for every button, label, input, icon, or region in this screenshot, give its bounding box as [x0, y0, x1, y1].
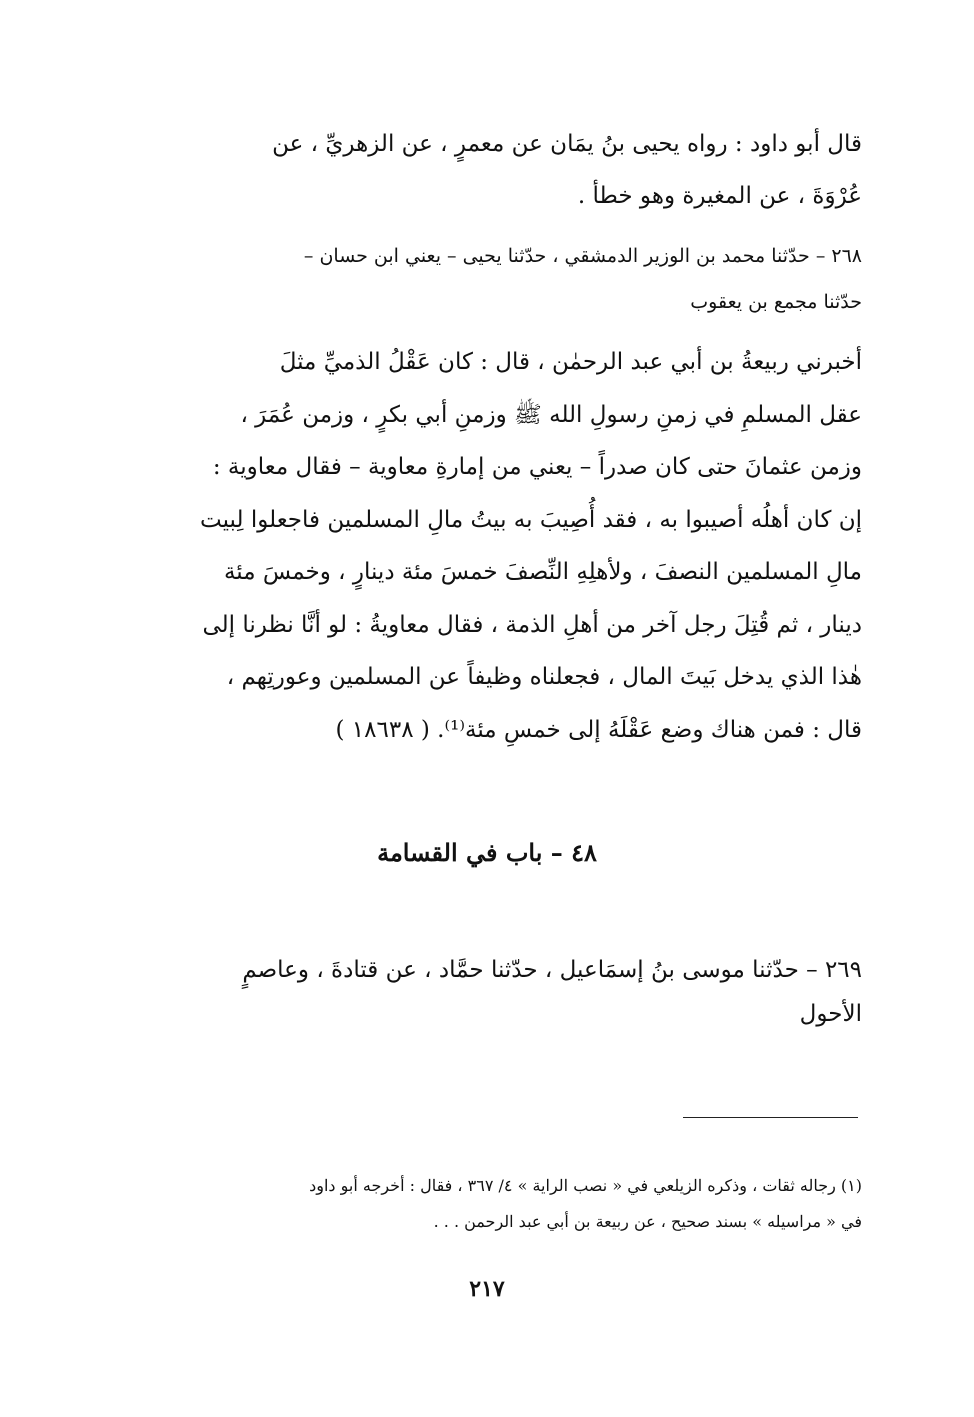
text-line: هٰذا الذي يدخل بَيتَ المال ، فجعلناه وظيفاً عن المسلمين وعورتِهم ،	[226, 664, 862, 690]
chapter-heading: ٤٨ – باب في القسامة	[377, 838, 597, 867]
text-line: في « مراسيله » بسند صحيح ، عن ربيعة بن أبي عبد الرحمن . . .	[433, 1212, 862, 1231]
text-line: الأحول	[799, 1001, 862, 1027]
text-line: حدّثنا مجمع بن يعقوب	[690, 291, 862, 313]
text-line: مالِ المسلمين النصفَ ، ولأهلِهِ النِّصفَ خمسَ مئة دينارٍ ، وخمسَ مئة	[223, 559, 862, 585]
hadith-269	[150, 948, 862, 1036]
text-line: ٢٦٩ – حدّثنا موسى بنُ إسمَاعيل ، حدّثنا حمَّاد ، عن قتادةَ ، وعاصمٍ	[242, 957, 862, 983]
text-line: ٢٦٨ – حدّثنا محمد بن الوزير الدمشقي ، حدّثنا يحيى – يعني ابن حسان –	[303, 245, 862, 267]
text-line: أخبرني ربيعةُ بن أبي عبد الرحمٰن ، قال : كان عَقْلُ الذميِّ مثلَ	[279, 349, 862, 375]
footnote-divider	[683, 1117, 858, 1118]
page-number: ٢١٧	[469, 1276, 505, 1302]
text-line: قال أبو داود : رواه يحيى بنُ يمَان عن معمرٍ ، عن الزهريِّ ، عن	[272, 131, 862, 157]
text-line: قال : فمن هناك وضع عَقْلَهُ إلى خمسِ مئة⁽¹⁾. ( ١٨٦٣٨ )	[335, 716, 862, 743]
hadith-268-text	[150, 336, 862, 756]
text-line: إن كان أهلُه أصيبوا به ، فقد أُصِيبَ به بيتُ مالِ المسلمين فاجعلوا لِبيت	[200, 506, 862, 533]
text-line: عقل المسلمِ في زمنِ رسولِ الله ﷺ وزمنِ أبي بكرٍ ، وزمن عُمَرَ ،	[240, 401, 862, 428]
text-line: (١) رجاله ثقات ، وذكره الزيلعي في « نصب الراية » ٤/ ٣٦٧ ، فقال : أخرجه أبو داود	[309, 1176, 862, 1195]
text-line: دينار ، ثم قُتِلَ رجل آخر من أهلِ الذمة ، فقال معاويةُ : لو أنَّا نظرنا إلى	[202, 611, 862, 638]
hadith-268-chain	[150, 233, 862, 325]
text-line: عُرْوَةَ ، عن المغيرة وهو خطأ .	[577, 183, 862, 209]
abu-dawud-paragraph	[150, 118, 862, 222]
text-line: وزمن عثمانَ حتى كان صدراً – يعني من إمارةِ معاوية – فقال معاوية :	[212, 454, 862, 480]
footnote	[150, 1168, 862, 1240]
